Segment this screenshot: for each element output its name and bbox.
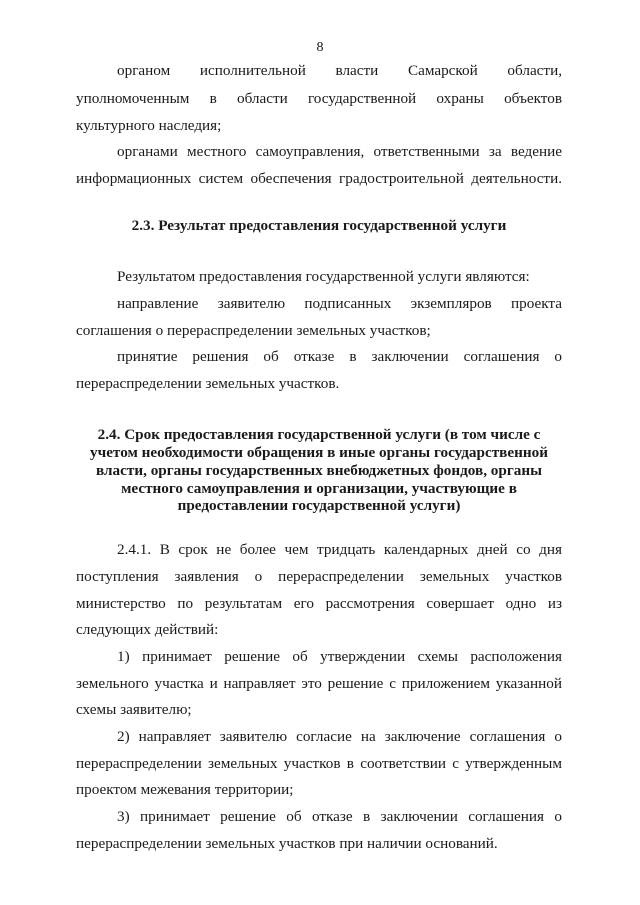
item3-line-1: 3) принимает решение об отказе в заключении соглашения о xyxy=(117,808,562,825)
item2-line-1: 2) направляет заявителю согласие на заключение соглашения о xyxy=(117,728,562,745)
para6-line-2: поступления заявления о перераспределении земельных участков xyxy=(76,568,562,585)
item3-line-2: перераспределении земельных участков при наличии оснований. xyxy=(76,835,498,852)
section-heading-2-4-line-4: местного самоуправления и организации, участвующие в xyxy=(121,480,517,497)
item2-line-3: проектом межевания территории; xyxy=(76,781,294,798)
para3-line-1: Результатом предоставления государственной услуги являются: xyxy=(117,268,530,285)
page-number: 8 xyxy=(316,40,324,55)
item2-line-2: перераспределении земельных участков в соответствии с утвержденным xyxy=(76,755,562,772)
item1-line-3: схемы заявителю; xyxy=(76,701,192,718)
section-heading-2-4-line-1: 2.4. Срок предоставления государственной услуги (в том числе с xyxy=(97,426,541,443)
para4-line-2: соглашения о перераспределении земельных участков; xyxy=(76,322,431,339)
section-heading-2-3: 2.3. Результат предоставления государственной услуги xyxy=(131,217,507,234)
para1-line-1: органом исполнительной власти Самарской области, xyxy=(117,62,562,79)
para2-line-1: органами местного самоуправления, ответственными за ведение xyxy=(117,143,562,160)
para1-line-2: уполномоченным в области государственной охраны объектов xyxy=(76,90,562,107)
para1-line-3: культурного наследия; xyxy=(76,117,222,134)
item1-line-2: земельного участка и направляет это решение с приложением указанной xyxy=(76,675,562,692)
para6-line-3: министерство по результатам его рассмотрения совершает одно из xyxy=(76,595,562,612)
section-heading-2-4-line-2: учетом необходимости обращения в иные органы государственной xyxy=(90,444,548,461)
para5-line-2: перераспределении земельных участков. xyxy=(76,375,340,392)
section-heading-2-4-line-3: власти, органы государственных внебюджетных фондов, органы xyxy=(96,462,542,479)
para2-line-2: информационных систем обеспечения градостроительной деятельности. xyxy=(76,170,562,187)
para6-line-1: 2.4.1. В срок не более чем тридцать календарных дней со дня xyxy=(117,541,562,558)
section-heading-2-4-line-5: предоставлении государственной услуги) xyxy=(177,497,461,514)
item1-line-1: 1) принимает решение об утверждении схемы расположения xyxy=(117,648,562,665)
para4-line-1: направление заявителю подписанных экземпляров проекта xyxy=(117,295,562,312)
para6-line-4: следующих действий: xyxy=(76,621,219,638)
para5-line-1: принятие решения об отказе в заключении соглашения о xyxy=(117,348,562,365)
